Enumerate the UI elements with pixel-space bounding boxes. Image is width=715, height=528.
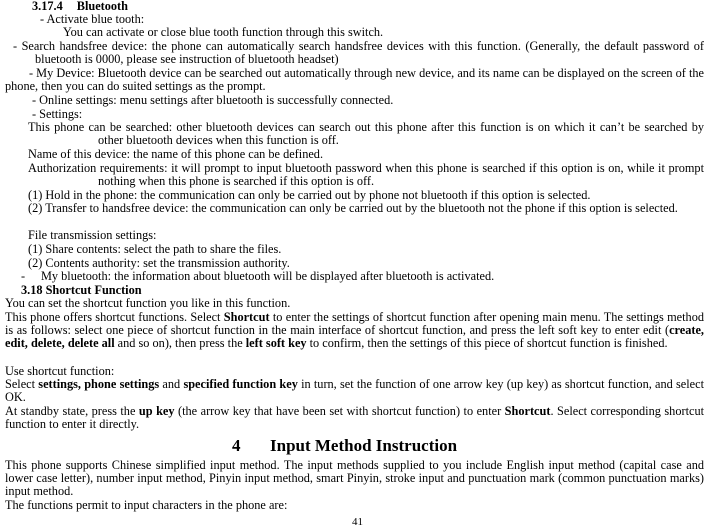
my-bluetooth-line: My bluetooth: the information about bluetooth will be displayed after bluetooth is activated.: [41, 269, 495, 283]
chapter-number: 4: [232, 436, 241, 455]
section-heading-shortcut: 3.18 Shortcut Function: [21, 283, 142, 297]
transfer-handsfree-paragraph: (2) Transfer to handsfree device: the communication can only be carried out by the bluetooth not the phone if this option is selected.: [28, 201, 678, 215]
online-settings-line: - Online settings: menu settings after bluetooth is successfully connected.: [32, 93, 394, 107]
shortcut-standby-paragraph: At standby state, press the up key (the arrow key that have been set with shortcut function) to enter Shortcut. Select corresponding shortcut function to enter it directly.: [5, 404, 705, 431]
use-shortcut-label: Use shortcut function:: [5, 364, 115, 378]
chapter-title: Input Method Instruction: [270, 436, 458, 455]
shortcut-intro: You can set the shortcut function you like in this function.: [5, 296, 291, 310]
device-name-line: Name of this device: the name of this phone can be defined.: [28, 147, 324, 161]
activate-bluetooth-desc: You can activate or close blue tooth function through this switch.: [63, 25, 384, 39]
hold-in-phone-line: (1) Hold in the phone: the communication can only be carried out by phone not bluetooth if this option is selected.: [28, 188, 591, 202]
contents-authority-line: (2) Contents authority: set the transmission authority.: [28, 256, 290, 270]
shortcut-settings-paragraph: This phone offers shortcut functions. Select Shortcut to enter the settings of shortcut function after opening main menu. The settings method is as follows: select one piece of shortcut function in the main interface of shortcut function, and press the left soft key to enter edit (create, edit, delete, delete all and so on), then press the left soft key to confirm, then the settings of this piece of shortcut function is finished.: [5, 310, 704, 350]
section-title: Bluetooth: [76, 0, 128, 13]
authorization-paragraph: Authorization requirements: it will prompt to input bluetooth password when this phone is searched if this option is on, while it prompt nothing when this phone is searched if this option is off.: [28, 161, 704, 188]
section-number: 3.17.4: [32, 0, 63, 13]
searchable-paragraph: This phone can be searched: other bluetooth devices can search out this phone after this function is on which it can’t be searched by other bluetooth devices when this function is off.: [28, 120, 704, 147]
input-method-paragraph: This phone supports Chinese simplified input method. The input methods supplied to you include English input method (capital case and lower case letter), number input method, Pinyin input method, smart Pinyin, stroke input and punctuation mark (common punctuation marks) input method.: [5, 458, 704, 498]
my-bluetooth-dash: -: [21, 269, 26, 283]
chapter-heading-input-method: [232, 436, 457, 456]
file-transmission-label: File transmission settings:: [28, 228, 157, 242]
shortcut-select-paragraph: Select settings, phone settings and specified function key in turn, set the function of one arrow key (up key) as shortcut function, and select OK.: [5, 377, 705, 404]
search-handsfree-paragraph: - Search handsfree device: the phone can automatically search handsfree devices with this function. (Generally, the default password of bluetooth is 0000, please see instruction of bluetooth headset): [13, 39, 704, 66]
page-number: 41: [352, 516, 363, 528]
share-contents-line: (1) Share contents: select the path to share the files.: [28, 242, 282, 256]
activate-bluetooth-label: - Activate blue tooth:: [40, 12, 145, 26]
input-functions-line: The functions permit to input characters in the phone are:: [5, 498, 288, 512]
settings-label: - Settings:: [32, 107, 83, 121]
my-device-paragraph: - My Device: Bluetooth device can be searched out automatically through new device, and its name can be displayed on the screen of the phone, then you can do suited settings as the prompt.: [5, 66, 704, 93]
